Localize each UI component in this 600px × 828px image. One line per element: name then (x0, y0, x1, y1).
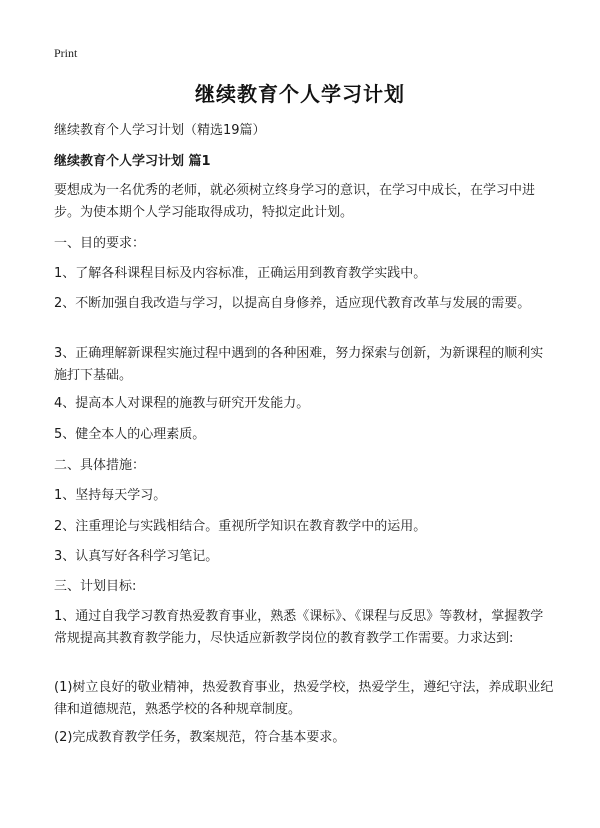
heading-measures: 二、具体措施： (54, 458, 146, 473)
paragraph-intro: 要想成为一名优秀的老师，就必须树立终身学习的意识，在学习中成长，在学习中进步。为使本期个人学习能取得成功，特拟定此计划。 (54, 183, 536, 220)
list-item: (2)完成教育教学任务，教案规范，符合基本要求。 (54, 730, 346, 745)
document-title: 继续教育个人学习计划 (195, 82, 405, 106)
list-item: 2、不断加强自我改造与学习，以提高自身修养，适应现代教育改革与发展的需要。 (54, 296, 531, 311)
heading-goals: 一、目的要求： (54, 236, 146, 251)
list-item: 1、通过自我学习教育热爱教育事业，熟悉《课标》、《课程与反思》等教材，掌握教学常规提高其教育教学能力，尽快适应新教学岗位的教育教学工作需要。力求达到: (54, 609, 544, 646)
list-item: 3、正确理解新课程实施过程中遇到的各种困难，努力探索与创新，为新课程的顺利实施打下基础。 (54, 346, 544, 383)
list-item: 1、了解各科课程目标及内容标准，正确运用到教育教学实践中。 (54, 266, 427, 281)
list-item: 5、健全本人的心理素质。 (54, 427, 206, 442)
heading-targets: 三、计划目标: (54, 579, 137, 594)
list-item: 3、认真写好各科学习笔记。 (54, 549, 219, 564)
list-item: 4、提高本人对课程的施教与研究开发能力。 (54, 396, 310, 411)
print-label[interactable]: Print (54, 46, 78, 60)
list-item: 1、坚持每天学习。 (54, 488, 167, 503)
document-subtitle: 继续教育个人学习计划（精选19篇） (54, 123, 266, 138)
section-heading: 继续教育个人学习计划 篇1 (54, 154, 211, 169)
list-item: 2、注重理论与实践相结合。重视所学知识在教育教学中的运用。 (54, 519, 427, 534)
list-item: (1)树立良好的敬业精神，热爱教育事业，热爱学校，热爱学生，遵纪守法，养成职业纪律和道德规范，熟悉学校的各种规章制度。 (54, 680, 554, 717)
